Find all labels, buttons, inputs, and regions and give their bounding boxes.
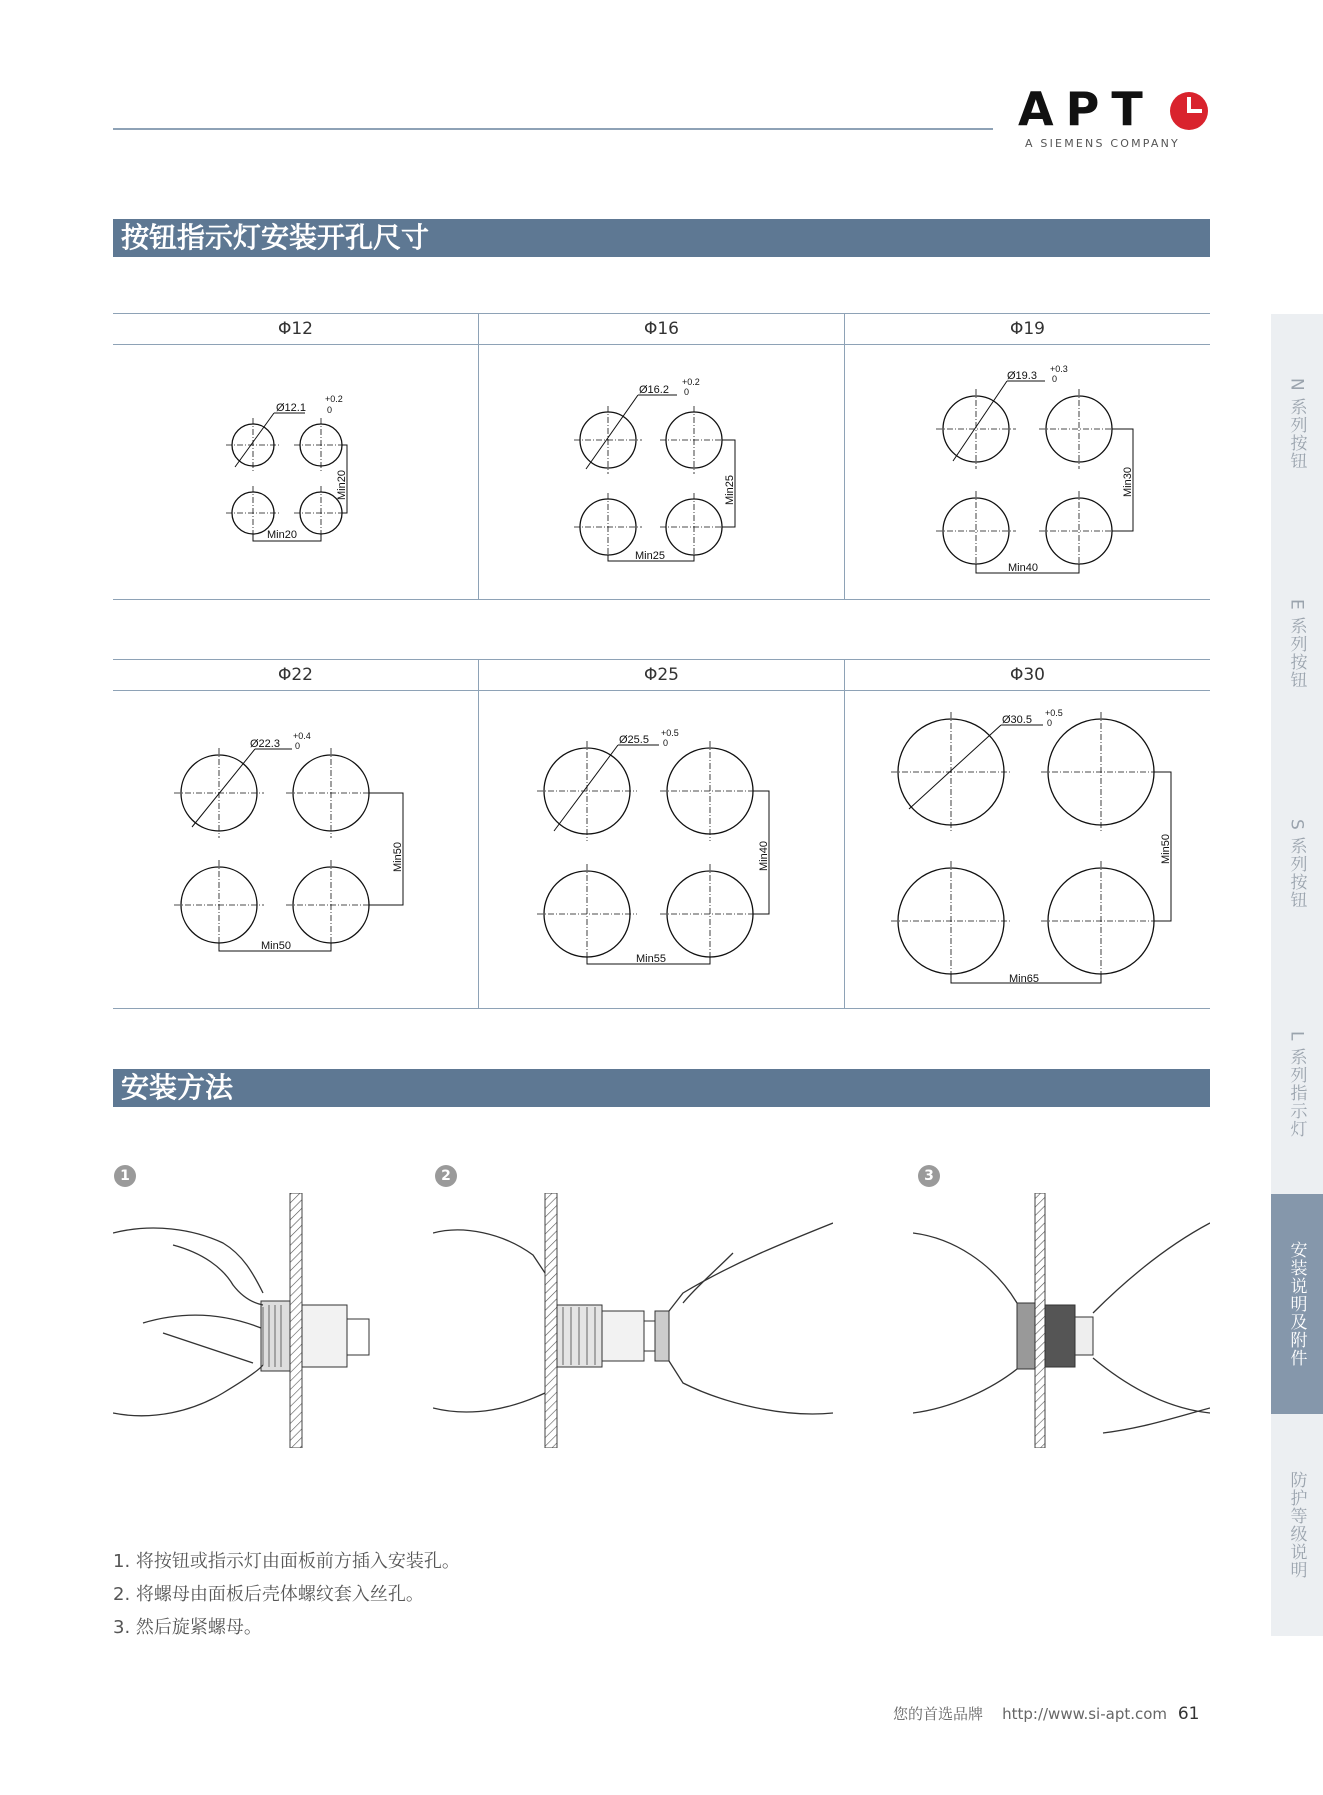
instruction-item: 3. 然后旋紧螺母。 [113,1617,262,1638]
sidebar-tab-label: L 系列指示灯 [1286,1030,1307,1138]
cutout-table-row1 [113,313,1210,600]
sidebar-tab-label: 防护等级说明 [1286,1471,1307,1579]
diameter-label: Ø16.2 [639,384,670,396]
tolerance-minus: 0 [684,387,690,397]
size-header: Φ12 [113,314,478,345]
page-number: 61 [1177,1704,1200,1724]
sidebar-tab-n-series[interactable] [1271,314,1323,534]
tolerance-minus: 0 [327,405,333,415]
min-v-label: Min30 [1122,467,1135,497]
tolerance-minus: 0 [295,741,301,751]
min-v-label: Min20 [336,470,349,500]
diameter-label: Ø19.3 [1007,370,1038,382]
instruction-item: 2. 将螺母由面板后壳体螺纹套入丝孔。 [113,1584,424,1605]
apt-logo [1018,82,1218,150]
min-h-label: Min25 [635,550,666,562]
tolerance-minus: 0 [1052,374,1058,384]
sidebar-tab-l-series[interactable] [1271,974,1323,1194]
sidebar-tab-label: N 系列按钮 [1286,377,1307,471]
size-header: Φ16 [478,314,844,345]
logo-tagline: A SIEMENS COMPANY [1025,137,1180,150]
diameter-label: Ø25.5 [619,734,650,746]
install-step3-illustration [913,1193,1210,1448]
page-footer [893,1703,1199,1724]
size-header: Φ30 [844,660,1210,691]
diameter-label: Ø12.1 [276,402,307,414]
size-header: Φ22 [113,660,478,691]
min-h-label: Min20 [267,529,298,541]
tolerance-plus: +0.2 [682,377,701,387]
sidebar-tab-protection[interactable] [1271,1414,1323,1636]
step-number: 2 [435,1165,457,1187]
diameter-label: Ø22.3 [250,738,281,750]
diameter-label: Ø30.5 [1002,714,1033,726]
min-v-label: Min50 [392,842,405,872]
instruction-list [113,1545,460,1644]
step-number: 3 [918,1165,940,1187]
install-section-title: 安装方法 [113,1069,1210,1107]
cutout-section-title: 按钮指示灯安装开孔尺寸 [113,219,1210,257]
cutout-diagram [113,345,477,595]
tolerance-plus: +0.2 [325,394,344,404]
install-step1-illustration [113,1193,393,1448]
sidebar-tab-s-series[interactable] [1271,754,1323,974]
cutout-diagram [845,345,1209,595]
sidebar-tab-e-series[interactable] [1271,534,1323,754]
min-h-label: Min55 [636,953,667,965]
tolerance-plus: +0.3 [1050,364,1069,374]
logo-wordmark: APT [1018,82,1155,136]
cutout-diagram [479,345,843,595]
sidebar-tab-label: E 系列按钮 [1286,598,1307,690]
min-h-label: Min65 [1009,973,1040,985]
min-v-label: Min40 [758,841,771,871]
sidebar-tab-label: 安装说明及附件 [1286,1241,1307,1367]
tolerance-plus: +0.5 [661,728,680,738]
cutout-diagram [845,691,1209,1004]
step-number: 1 [114,1165,136,1187]
min-h-label: Min50 [261,940,292,952]
cutout-cell-12 [113,345,478,600]
size-header: Φ25 [478,660,844,691]
min-h-label: Min40 [1008,562,1039,574]
cutout-cell-30 [844,691,1210,1009]
cutout-diagram [479,691,843,1004]
cutout-cell-25 [478,691,844,1009]
header-rule [113,128,993,130]
footer-slogan: 您的首选品牌 [893,1705,984,1723]
cutout-cell-16 [478,345,844,600]
cutout-table-row2 [113,659,1210,1009]
logo-clock-icon [1170,92,1208,130]
side-navigation [1271,314,1323,1636]
tolerance-plus: +0.4 [293,731,312,741]
instruction-item: 1. 将按钮或指示灯由面板前方插入安装孔。 [113,1551,460,1572]
cutout-cell-22 [113,691,478,1009]
sidebar-tab-installation[interactable] [1271,1194,1323,1414]
sidebar-tab-label: S 系列按钮 [1286,818,1307,910]
tolerance-minus: 0 [1047,718,1053,728]
min-v-label: Min25 [724,475,737,505]
min-v-label: Min50 [1160,834,1173,864]
tolerance-plus: +0.5 [1045,708,1064,718]
footer-url[interactable]: http://www.si-apt.com [1002,1705,1168,1723]
tolerance-minus: 0 [663,738,669,748]
cutout-diagram [113,691,477,1004]
cutout-cell-19 [844,345,1210,600]
install-step2-illustration [433,1193,833,1448]
size-header: Φ19 [844,314,1210,345]
